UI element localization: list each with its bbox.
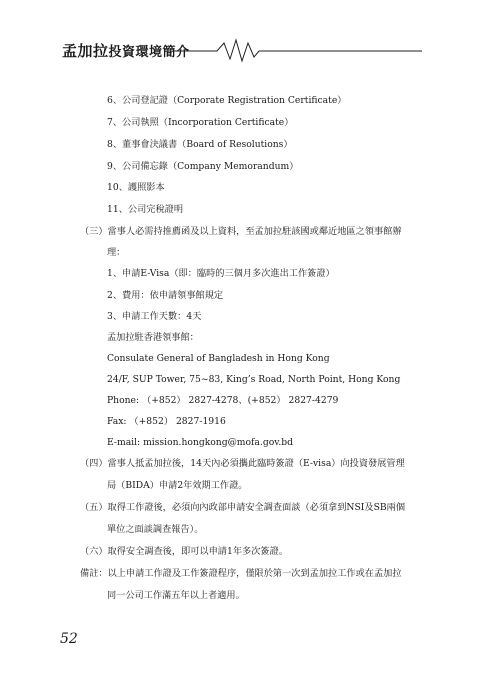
text-line: （三）當事人必需持推薦函及以上資料，至孟加拉駐該國或鄰近地區之領事館辦 — [80, 226, 402, 237]
text-line: 6、公司登記證（Corporate Registration Certificate） — [107, 95, 347, 106]
text-line: （六）取得安全調查後，即可以申請1年多次簽證。 — [80, 546, 288, 557]
text-line: 1、申請E-Visa（即：臨時的三個月多次進出工作簽證） — [107, 268, 335, 279]
text-line: 孟加拉駐香港領事館： — [107, 332, 199, 343]
text-line: 局（BIDA）申請2年效期工作證。 — [107, 480, 248, 491]
text-line: 9、公司備忘錄（Company Memorandum） — [107, 161, 299, 172]
text-line: 11、公司完稅證明 — [107, 204, 184, 215]
text-line: Fax: （+852） 2827-1916 — [107, 416, 226, 427]
text-line: Phone: （+852） 2827-4278、(+852） 2827-4279 — [107, 395, 339, 406]
text-line: Consulate General of Bangladesh in Hong Kong — [107, 353, 330, 364]
header-wave-line — [62, 28, 422, 68]
text-line: 同一公司工作滿五年以上者適用。 — [107, 590, 245, 601]
text-line: （五）取得工作證後，必須向內政部申請安全調查面談（必須拿到NSI及SB兩個 — [80, 502, 406, 513]
running-header — [62, 28, 422, 68]
text-line: E-mail: mission.hongkong@mofa.gov.bd — [107, 437, 294, 448]
header-title-main: 孟加拉 — [62, 42, 109, 60]
text-line: 單位之面談調查報告）。 — [107, 524, 204, 535]
text-line: 10、護照影本 — [107, 182, 165, 193]
header-title-sub: 投資環境簡介 — [108, 45, 190, 60]
text-line: 備註：以上申請工作證及工作簽證程序，僅限於第一次到孟加拉工作或在孟加拉 — [80, 568, 402, 579]
text-line: 2、費用：依申請領事館規定 — [107, 290, 224, 301]
page-number: 52 — [60, 631, 78, 647]
text-line: 理： — [107, 247, 126, 258]
text-line: 24/F, SUP Tower, 75~83, King’s Road, North Point, Hong Kong — [107, 374, 401, 385]
text-line: 7、公司執照（Incorporation Certificate） — [107, 117, 294, 128]
text-line: （四）當事人抵孟加拉後，14天內必須攜此臨時簽證（E-visa）向投資發展管理 — [80, 458, 405, 469]
text-line: 8、董事會決議書（Board of Resolutions） — [107, 139, 293, 150]
text-line: 3、申請工作天數：4天 — [107, 311, 202, 322]
